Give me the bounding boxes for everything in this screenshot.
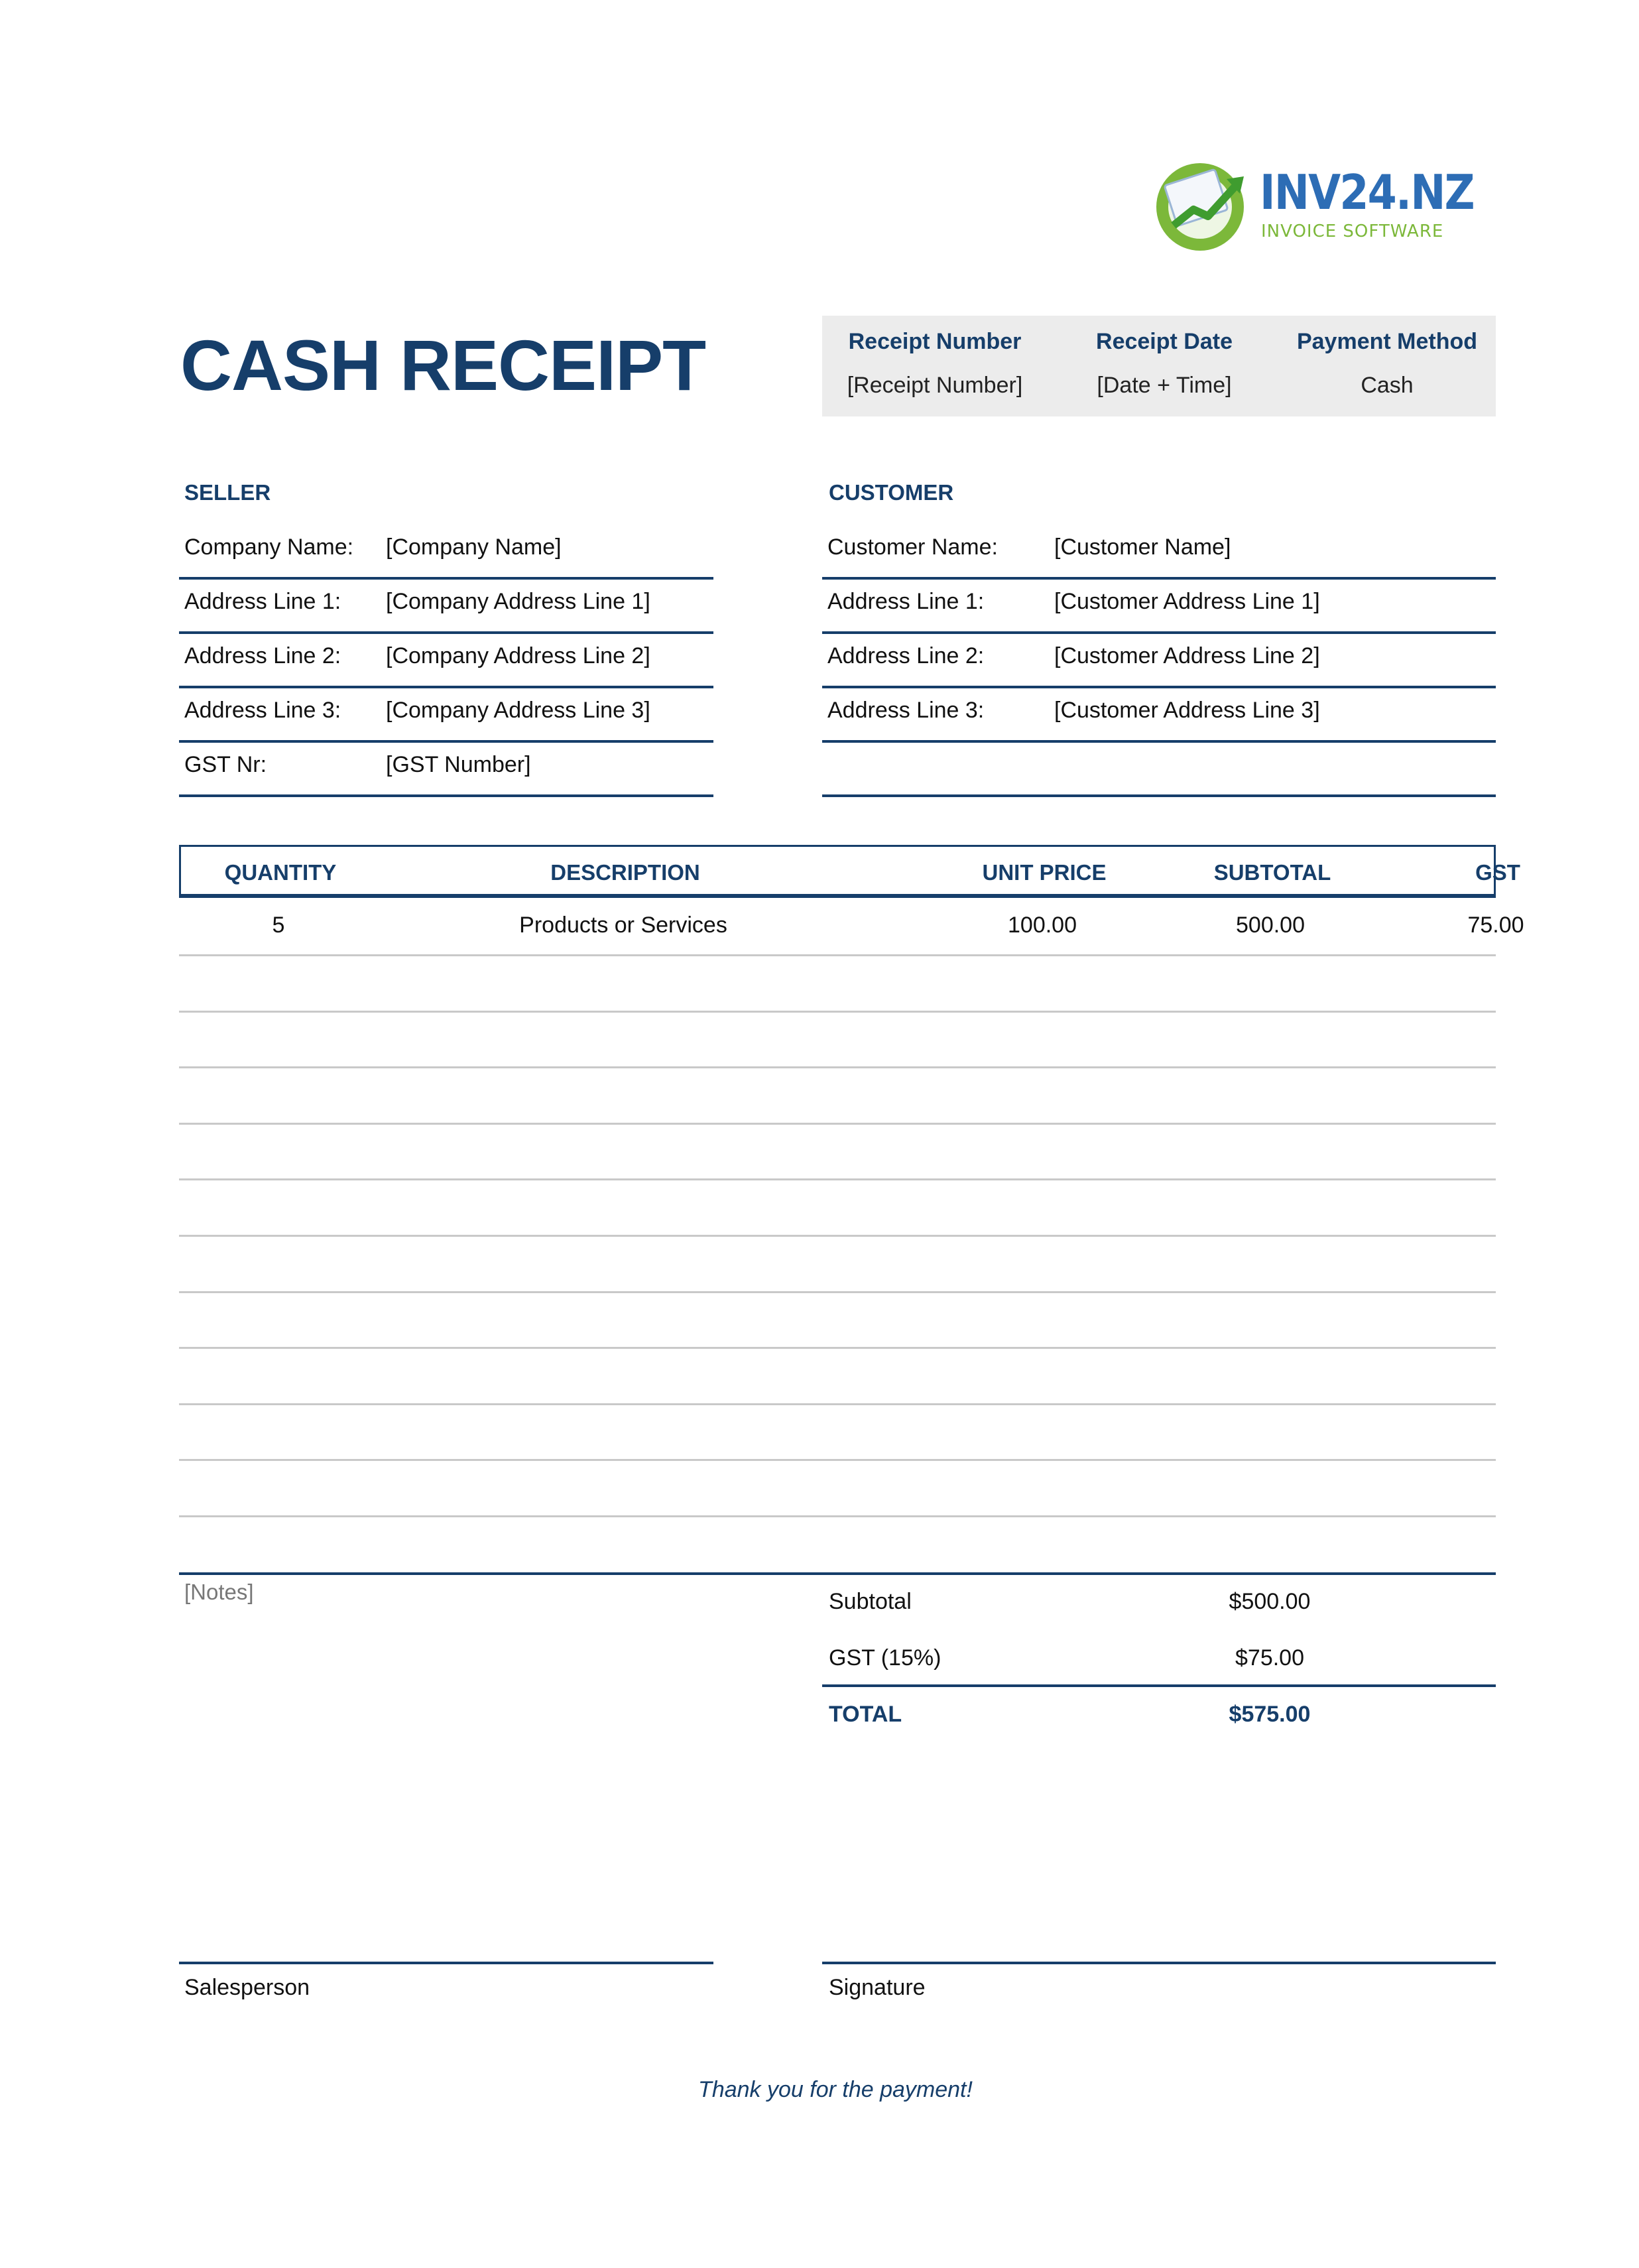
- customer-value: [Customer Address Line 2]: [1054, 643, 1320, 668]
- cell-subtotal: 500.00: [1236, 913, 1305, 938]
- column-header-quantity: QUANTITY: [224, 860, 337, 885]
- subtotal-value: $500.00: [1229, 1589, 1311, 1614]
- gst-value: $75.00: [1235, 1645, 1304, 1670]
- seller-row: [179, 577, 713, 634]
- salesperson-line: [179, 1962, 713, 1964]
- seller-row: [179, 686, 713, 743]
- seller-value: [Company Address Line 1]: [386, 589, 650, 614]
- customer-label: Address Line 2:: [827, 643, 985, 668]
- payment-method-value: Cash: [1361, 373, 1414, 398]
- receipt-date-label: Receipt Date: [1096, 329, 1233, 354]
- customer-row: [822, 631, 1496, 688]
- cell-gst: 75.00: [1467, 913, 1524, 938]
- table-row: [179, 1459, 1496, 1517]
- receipt-number-label: Receipt Number: [848, 329, 1022, 354]
- receipt-number-value: [Receipt Number]: [847, 373, 1023, 398]
- seller-row: [179, 523, 713, 580]
- customer-value: [Customer Address Line 3]: [1054, 698, 1320, 723]
- notes-divider: [179, 1572, 1496, 1575]
- table-row: [179, 1235, 1496, 1293]
- seller-label: Company Name:: [184, 535, 354, 560]
- receipt-date-value: [Date + Time]: [1097, 373, 1232, 398]
- cell-unit-price: 100.00: [1008, 913, 1077, 938]
- table-row: [179, 1178, 1496, 1237]
- customer-row: [822, 686, 1496, 743]
- seller-label: Address Line 3:: [184, 698, 341, 723]
- seller-label: GST Nr:: [184, 752, 267, 777]
- table-row: [179, 1010, 1496, 1068]
- cell-quantity: 5: [272, 913, 285, 938]
- customer-label: Address Line 1:: [827, 589, 985, 614]
- signature-label: Signature: [829, 1975, 926, 2000]
- table-row: [179, 1122, 1496, 1180]
- notes-text: [Notes]: [184, 1580, 254, 1604]
- customer-row: [822, 740, 1496, 797]
- logo: [1147, 153, 1474, 259]
- cell-description: Products or Services: [519, 913, 727, 938]
- customer-row: [822, 523, 1496, 580]
- logo-tagline: INVOICE SOFTWARE: [1261, 221, 1444, 241]
- salesperson-label: Salesperson: [184, 1975, 310, 2000]
- customer-value: [Customer Name]: [1054, 535, 1231, 560]
- seller-heading: SELLER: [184, 480, 271, 505]
- table-row: [179, 954, 1496, 1013]
- seller-value: [GST Number]: [386, 752, 531, 777]
- seller-value: [Company Address Line 3]: [386, 698, 650, 723]
- customer-label: Address Line 3:: [827, 698, 985, 723]
- signature-line: [822, 1962, 1496, 1964]
- seller-label: Address Line 2:: [184, 643, 341, 668]
- seller-label: Address Line 1:: [184, 589, 341, 614]
- column-header-gst: GST: [1475, 860, 1520, 885]
- thank-you-message: Thank you for the payment!: [698, 2077, 973, 2102]
- seller-value: [Company Name]: [386, 535, 562, 560]
- column-header-unit-price: UNIT PRICE: [982, 860, 1107, 885]
- logo-icon: [1147, 153, 1260, 259]
- customer-label: Customer Name:: [827, 535, 998, 560]
- gst-label: GST (15%): [829, 1645, 941, 1670]
- customer-heading: CUSTOMER: [829, 480, 954, 505]
- table-row: [179, 1291, 1496, 1349]
- totals-divider: [822, 1684, 1496, 1687]
- receipt-meta-box: [822, 316, 1496, 416]
- column-header-subtotal: SUBTOTAL: [1213, 860, 1331, 885]
- seller-row: [179, 740, 713, 797]
- seller-row: [179, 631, 713, 688]
- page-title: CASH RECEIPT: [180, 325, 706, 405]
- table-row: [179, 1347, 1496, 1405]
- subtotal-label: Subtotal: [829, 1589, 912, 1614]
- column-header-description: DESCRIPTION: [550, 860, 700, 885]
- seller-value: [Company Address Line 2]: [386, 643, 650, 668]
- table-row: [179, 1066, 1496, 1125]
- table-row: [179, 898, 1524, 956]
- customer-value: [Customer Address Line 1]: [1054, 589, 1320, 614]
- payment-method-label: Payment Method: [1296, 329, 1478, 354]
- items-table-header: [179, 845, 1520, 898]
- total-label: TOTAL: [829, 1702, 902, 1727]
- total-value: $575.00: [1229, 1702, 1311, 1727]
- logo-brand: INV24.NZ: [1260, 164, 1474, 220]
- table-row: [179, 1403, 1496, 1461]
- customer-row: [822, 577, 1496, 634]
